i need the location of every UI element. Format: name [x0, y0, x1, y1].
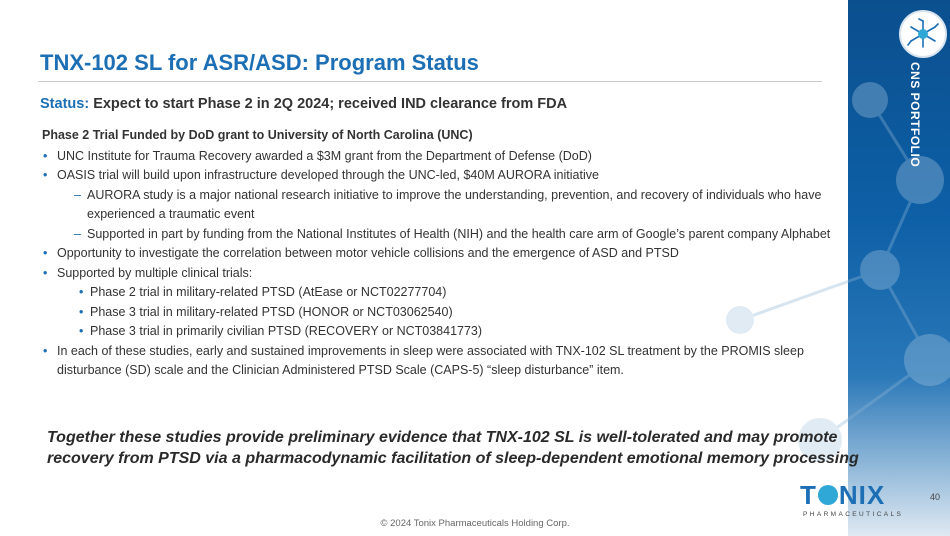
bullet-item: • OASIS trial will build upon infrastructure developed through the UNC-led, $40M AURORA initiative: [42, 166, 852, 186]
trial-item: • Phase 3 trial in military-related PTSD (HONOR or NCT03062540): [42, 303, 852, 323]
status-text: Expect to start Phase 2 in 2Q 2024; received IND clearance from FDA: [93, 96, 568, 112]
logo-subtitle: PHARMACEUTICALS: [803, 511, 904, 518]
bullet-item: • In each of these studies, early and sustained improvements in sleep were associated with TNX-102 SL treatment by the PROMIS sleep disturbance (SD) scale and the Clinician Administered PTSD Scale (CAPS-5) “sleep disturbance” item.: [42, 342, 852, 381]
bullet-item: • Supported by multiple clinical trials:: [42, 264, 852, 284]
logo-word-start: T: [800, 480, 817, 510]
neuron-icon: [907, 18, 939, 50]
bullet-item: • UNC Institute for Trauma Recovery awarded a $3M grant from the Department of Defense (DoD): [42, 147, 852, 167]
logo-word-end: NIX: [838, 480, 886, 510]
sub-bullet-item: – Supported in part by funding from the National Institutes of Health (NIH) and the health care arm of Google’s parent company Alphabet: [42, 225, 852, 245]
slide-title: TNX-102 SL for ASR/ASD: Program Status: [40, 50, 479, 75]
logo-dot-icon: [818, 485, 838, 505]
trial-item: • Phase 3 trial in primarily civilian PTSD (RECOVERY or NCT03841773): [42, 322, 852, 342]
title-divider: [38, 81, 822, 82]
logo-wordmark: [800, 480, 885, 511]
section-heading: Phase 2 Trial Funded by DoD grant to University of North Carolina (UNC): [42, 128, 473, 142]
status-line: [40, 96, 567, 112]
neuron-badge: [899, 10, 947, 58]
conclusion-statement: Together these studies provide preliminary evidence that TNX-102 SL is well-tolerated and may promote recovery from PTSD via a pharmacodynamic facilitation of sleep-dependent emotional memory processing: [47, 429, 859, 467]
copyright-footer: © 2024 Tonix Pharmaceuticals Holding Corp.: [380, 518, 570, 529]
bullet-item: • Opportunity to investigate the correlation between motor vehicle collisions and the emergence of ASD and PTSD: [42, 244, 852, 264]
page-number: 40: [930, 492, 941, 502]
section-side-label: CNS PORTFOLIO: [908, 62, 922, 168]
sub-bullet-item: – AURORA study is a major national research initiative to improve the understanding, prevention, and recovery of individuals who have experienced a traumatic event: [42, 186, 852, 225]
tonix-logo: [800, 480, 904, 520]
status-label: Status:: [40, 96, 90, 112]
trial-item: • Phase 2 trial in military-related PTSD (AtEase or NCT02277704): [42, 283, 852, 303]
slide-body: [42, 126, 852, 381]
